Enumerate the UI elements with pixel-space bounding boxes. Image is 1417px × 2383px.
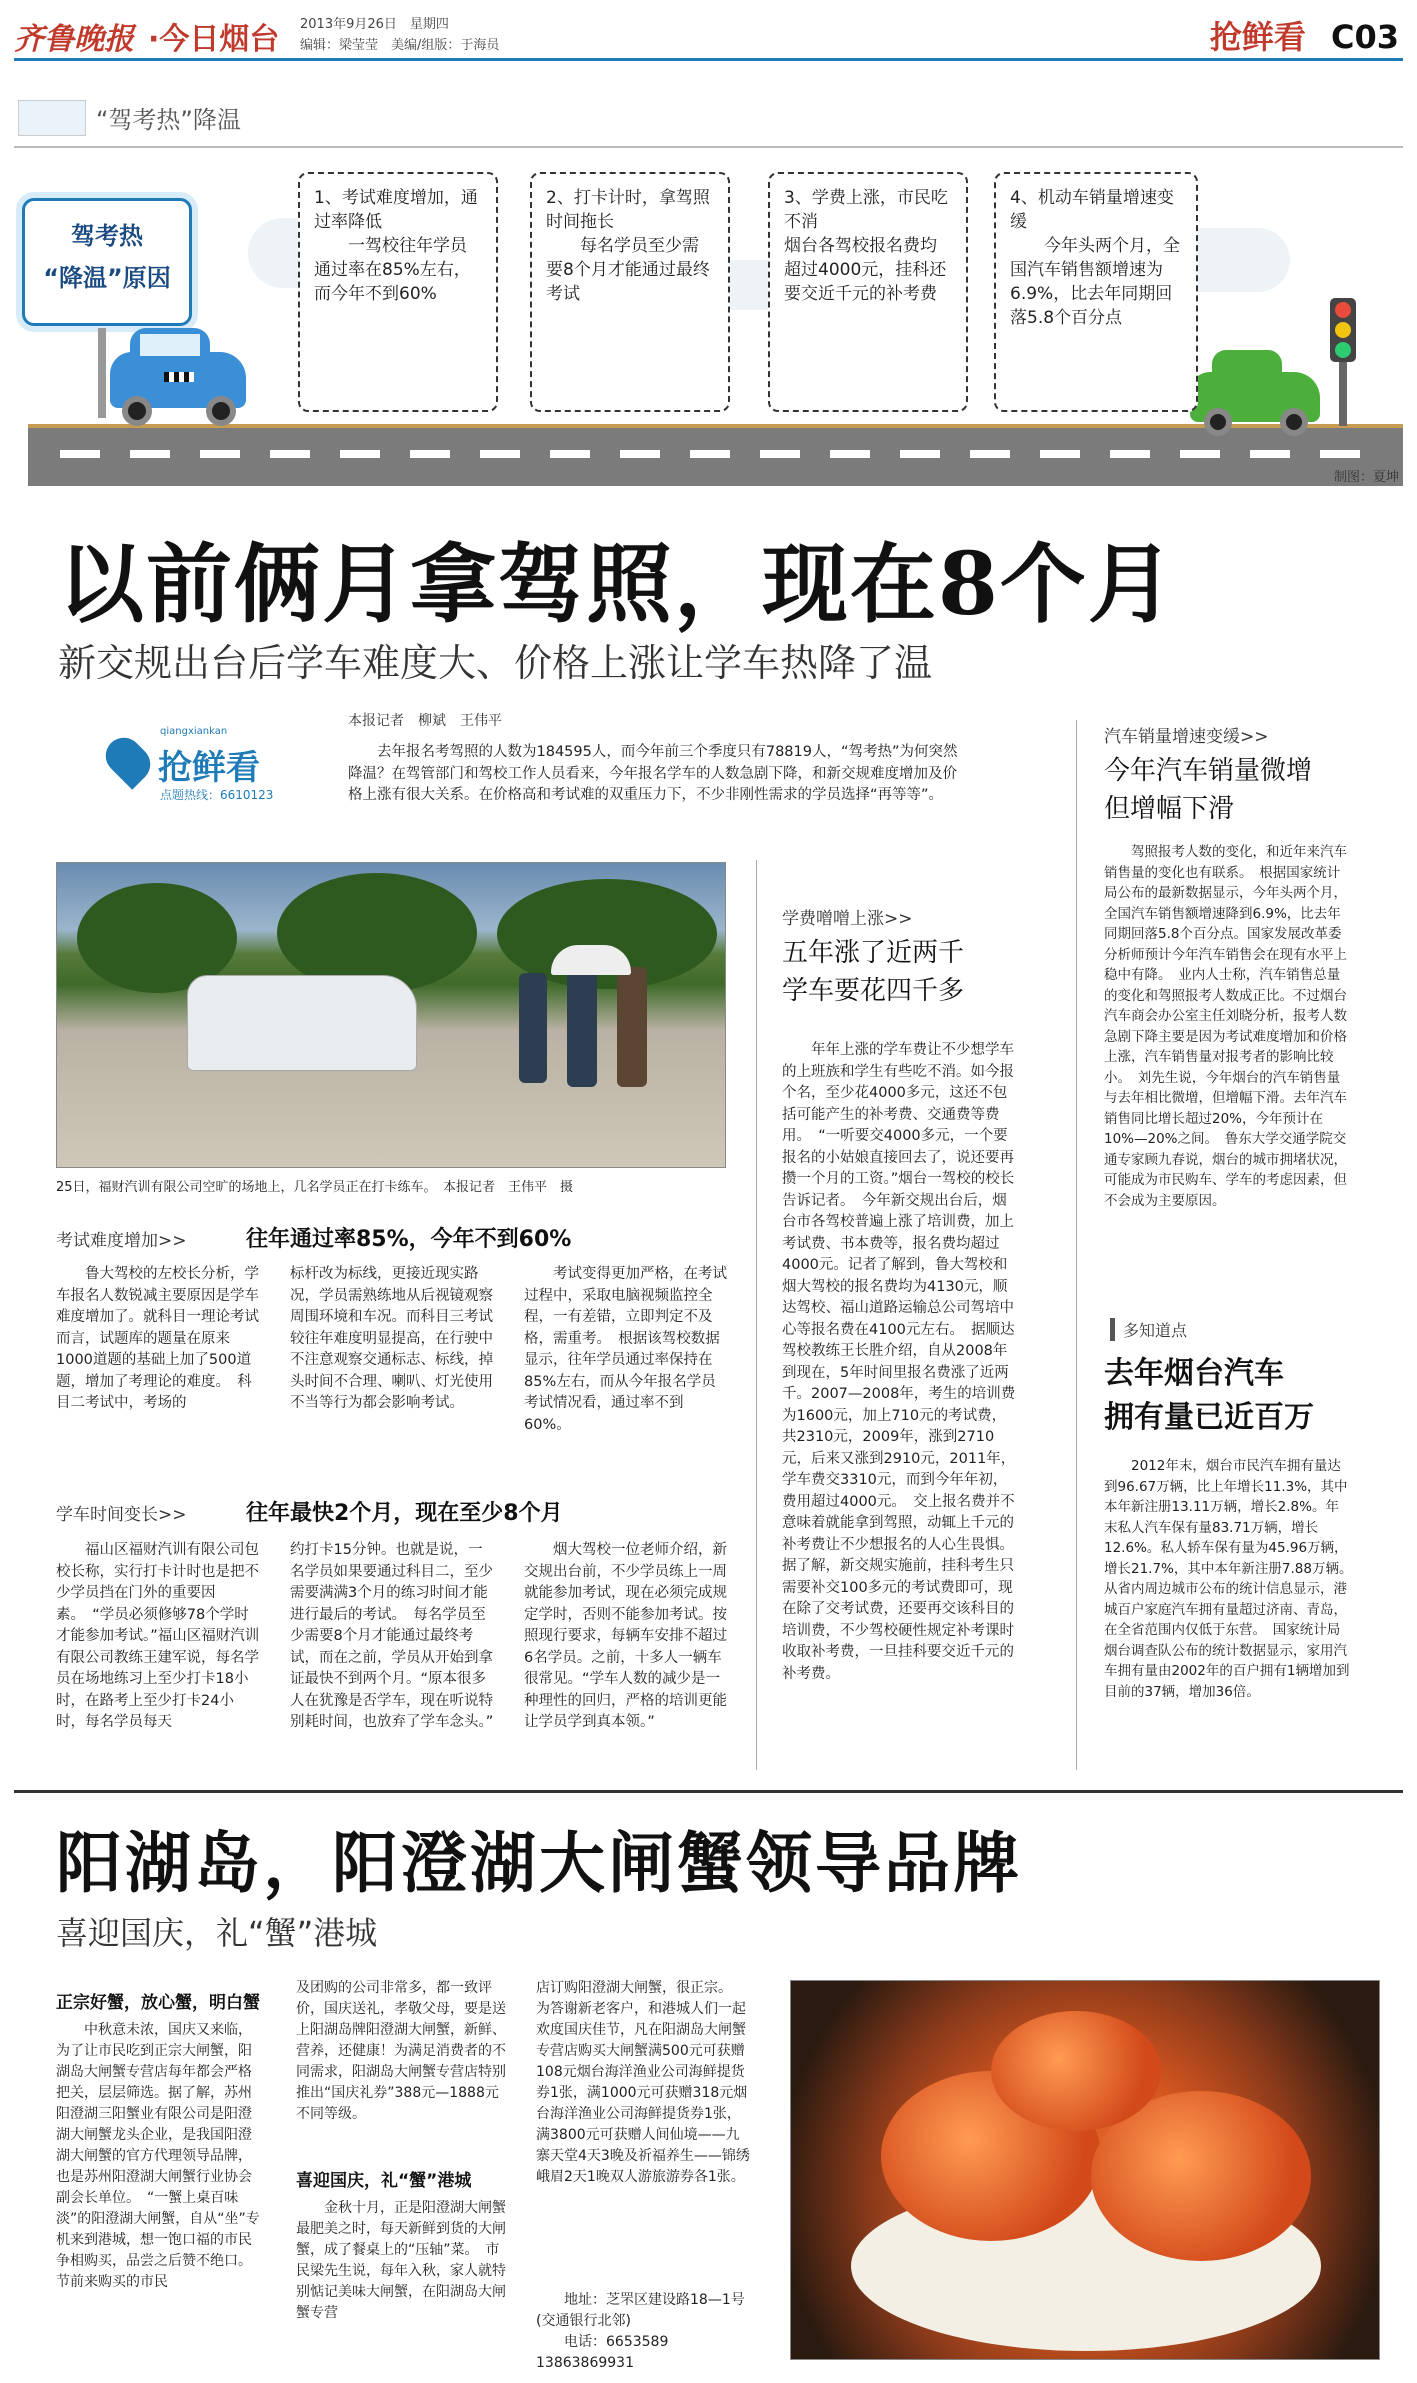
umbrella-icon (551, 945, 631, 975)
ad-headline: 阳湖岛，阳澄湖大闸蟹领导品牌 (56, 1824, 1022, 1902)
sign-line-1: 驾考热 (71, 222, 143, 250)
body-text: 及团购的公司非常多，都一致评价，国庆送礼，孝敬父母，要是送上阳湖岛牌阳澄湖大闸蟹，新鲜、营养，还健康！为满足消费者的不同需求，阳湖岛大闸蟹专营店特别推出“国庆礼券”388元—1888元不同等级。 (296, 1980, 506, 2122)
badge-name: 抢鲜看 (158, 748, 260, 788)
kicker-rule (14, 146, 1403, 148)
qiangxiankan-badge (110, 726, 326, 822)
info-sign (22, 198, 192, 326)
ad-address: 地址：芝罘区建设路18—1号(交通银行北邻) (536, 2292, 745, 2329)
section2-col1 (56, 1540, 262, 1734)
body-text: 鲁大驾校的左校长分析，学车报名人数锐减主要原因是学车难度增加了。就科目一理论考试而言，试题库的题量在原来1000道题的基础上加了500道题，增加了考理论的难度。 科目二考试中，考场的 (56, 1266, 259, 1411)
body-text: 年年上涨的学车费让不少想学车的上班族和学生有些吃不消。如今报个名，至少花4000多元，这还不包括可能产生的补考费、交通费等费用。 “一听要交4000多元，一个要报名的小姑娘直接回去了，说还要再攒一个月的工资。”烟台一驾校的校长告诉记者。 今年新交规出台后，烟台市各驾校普遍上涨了培训费，加上考试费、书本费等，报名费均超过4000元。记者了解到，鲁大驾校和烟大驾校的报名费均为4130元，顺达驾校、福山道路运输总公司驾培中心等报名费在4100元左右。 据顺达驾校教练王长胜介绍，自从2008年到现在，5年时间里报名费涨了近两千。2007—2008年，考生的培训费为1600元，加上710元的考试费，共2310元，2009年，涨到2710元，后来又涨到2910元，2011年，学车费交3310元，而到今年年初，费用超过4000元。 交上报名费并不意味着就能拿到驾照，动辄上千元的补考费让不少想报名的人心生畏惧。据了解，新交规实施前，挂科考生只需要补交100多元的考试费即可，现在除了交考试费，还要再交该科目的培训费，不少驾校硬性规定补考课时收取补考费，一旦挂科要交近千元的补考费。 (782, 1042, 1016, 1682)
road-lane-markings (60, 450, 1380, 458)
issue-date: 2013年9月26日 星期四 (300, 17, 449, 32)
title-line: 拥有量已近百万 (1104, 1400, 1314, 1435)
section3-body (782, 1040, 1020, 1685)
reason-bubble-3 (768, 172, 968, 412)
section1-title: 往年通过率85%，今年不到60% (246, 1227, 572, 1252)
wheel-icon (1204, 408, 1232, 436)
bubble-body: 今年头两个月，全国汽车销售额增速为6.9%，比去年同期回落5.8个百分点 (1010, 236, 1180, 328)
reason-bubble-1 (298, 172, 498, 412)
sidebar2-body (1104, 1456, 1360, 1702)
body-text: 店订购阳澄湖大闸蟹，很正宗。 为答谢新老客户，和港城人们一起欢度国庆佳节，凡在阳湖岛大闸蟹专营店购买大闸蟹满500元可获赠108元烟台海洋渔业公司海鲜提货券1张，满1000元可获赠318元烟台海洋渔业公司海鲜提货券1张，满3800元可获赠人间仙境——九寨天堂4天3晚及祈福养生——锦绣峨眉2天1晚双人游旅游券各1张。 (536, 1980, 750, 2185)
location-pin-icon (98, 730, 157, 789)
body-text: 考试变得更加严格，在考试过程中，采取电脑视频监控全程，一有差错，立即判定不及格，需重考。 根据该驾校数据显示，往年学员通过率保持在85%左右，而从今年报名学员考试情况看，通过率不到60%。 (524, 1266, 727, 1433)
column-divider (756, 860, 757, 1770)
sign-line-2: “降温”原因 (43, 264, 171, 292)
title-line: 今年汽车销量微增 (1104, 756, 1313, 786)
sidebar1-body (1104, 842, 1352, 1211)
sidebar2-tag: 多知道点 (1110, 1318, 1187, 1341)
ad-phone: 电话：6653589 13863869931 (536, 2334, 683, 2371)
bubble-title: 1、考试难度增加，通过率降低 (314, 188, 478, 232)
lead-paragraph (348, 742, 966, 807)
section1-col2 (290, 1264, 496, 1415)
title-line: 学车要花四千多 (782, 976, 965, 1006)
ad-col2b (296, 2198, 506, 2324)
section3-title (782, 934, 964, 1010)
body-text: 烟大驾校一位老师介绍，新交规出台前，不少学员练上一周就能参加考试，现在必须完成规定学时，否则不能参加考试。按照现行要求，每辆车安排不超过6名学员。之前，十多人一辆车很常见。“学车人数的减少是一种理性的回归，严格的培训更能让学员学到真本领。” (524, 1542, 727, 1730)
section1-col3 (524, 1264, 730, 1436)
section2-col3 (524, 1540, 730, 1734)
page-number: C03 (1330, 18, 1399, 56)
bubble-title: 2、打卡计时，拿驾照时间拖长 (546, 188, 710, 232)
kicker-decoration (18, 100, 86, 136)
crab-photo (790, 1980, 1380, 2360)
bubble-title: 3、学费上涨，市民吃不消 (784, 188, 948, 232)
editor-credits: 编辑：梁莹莹 美编/组版：于海员 (300, 38, 500, 53)
graphic-credit: 制图：夏坤 (1333, 470, 1399, 485)
page-header-right (1210, 12, 1399, 58)
section1-col1 (56, 1264, 262, 1415)
photo-caption: 25日，福财汽训有限公司空旷的场地上，几名学员正在打卡练车。 本报记者 王伟平 摄 (56, 1180, 574, 1195)
lead-text: 去年报名考驾照的人数为184595人，而今年前三个季度只有78819人，“驾考热”为何突然降温？在驾管部门和驾校工作人员看来，今年报名学车的人数急剧下降，和新交规难度增加及价格上涨有很大关系。在价格高和考试难的双重压力下，不少非刚性需求的学员选择“再等等”。 (348, 744, 958, 803)
reason-bubble-2 (530, 172, 730, 412)
body-text: 金秋十月，正是阳澄湖大闸蟹最肥美之时，每天新鲜到货的大闸蟹，成了餐桌上的“压轴”菜。 市民梁先生说，每年入秋，家人就特别惦记美味大闸蟹，在阳湖岛大闸蟹专营 (296, 2200, 506, 2321)
sidebar2-title (1104, 1352, 1314, 1440)
taxi-window (140, 334, 200, 356)
badge-hotline: 点题热线：6610123 (160, 788, 274, 802)
sidebar1-title (1104, 752, 1312, 828)
section-divider (14, 1790, 1403, 1793)
student-figure (567, 969, 597, 1087)
section2-col2 (290, 1540, 496, 1734)
body-text: 标杆改为标线，更接近现实路况，学员需熟练地从后视镜观察周围环境和车况。而科目三考试较往年难度明显提高，在行驶中不注意观察交通标志、标线，掉头时间不合理、喇叭、灯光使用不当等行为都会影响考试。 (290, 1266, 493, 1411)
byline: 本报记者 柳斌 王伟平 (348, 713, 502, 729)
section1-tag: 考试难度增加>> (56, 1231, 187, 1251)
masthead-rule (14, 58, 1403, 61)
ad-col2-title: 喜迎国庆，礼“蟹”港城 (296, 2171, 472, 2191)
taxi-checker (164, 372, 194, 382)
wheel-icon (1280, 408, 1308, 436)
ad-subhead: 喜迎国庆，礼“蟹”港城 (56, 1914, 378, 1952)
training-car (187, 975, 417, 1071)
body-text: 中秋意未浓，国庆又来临，为了让市民吃到正宗大闸蟹，阳湖岛大闸蟹专营店每年都会严格把关，层层筛选。据了解，苏州阳澄湖三阳蟹业有限公司是阳澄湖大闸蟹龙头企业，是我国阳澄湖大闸蟹的官方代理领导品牌，也是苏州阳澄湖大闸蟹行业协会副会长单位。 “一蟹上桌百味淡”的阳澄湖大闸蟹，自从“坐”专机来到港城，想一饱口福的市民争相购买，品尝之后赞不绝口。节前来购买的市民 (56, 2022, 260, 2290)
car-roof (1212, 350, 1282, 380)
student-figure (519, 973, 547, 1083)
ad-contact (536, 2290, 750, 2374)
news-photo (56, 862, 726, 1168)
sidebar1-tag: 汽车销量增速变缓>> (1104, 727, 1269, 747)
kicker-title: “驾考热”降温 (96, 106, 241, 134)
body-text: 驾照报考人数的变化，和近年来汽车销售量的变化也有联系。 根据国家统计局公布的最新数据显示，今年头两个月，全国汽车销售额增速降到6.9%，比去年同期回落5.8个百分点。国家发展改革委分析师预计今年汽车销售会在现有水平上稳中有降。 业内人士称，汽车销售总量的变化和驾照报考人数成正比。不过烟台汽车商会办公室主任刘晓分析，报考人数急剧下降主要是因为考试难度增加和价格上涨，汽车销售量对报考者的影响比较小。 刘先生说，今年烟台的汽车销售量与去年相比微增，但增幅下滑。去年汽车销售同比增长超过20%，今年预计在10%—20%之间。 鲁东大学交通学院交通专家顾九春说，烟台的城市拥堵状况，可能成为市民购车、学车的考虑因素，但不会成为主要原因。 (1104, 844, 1347, 1209)
sidebar-divider (1076, 720, 1077, 1770)
section-name: ·今日烟台 (148, 22, 280, 57)
wheel-icon (206, 396, 236, 426)
ad-col2a (296, 1978, 506, 2125)
main-subhead: 新交规出台后学车难度大、价格上涨让学车热降了温 (58, 641, 933, 685)
title-line: 去年烟台汽车 (1104, 1356, 1284, 1391)
wheel-icon (122, 396, 152, 426)
body-text: 约打卡15分钟。也就是说，一名学员如果要通过科目二，至少需要满满3个月的练习时间才能进行最后的考试。 每名学员至少需要8个月才能通过最终考试，而在之前，学员从开始到拿证最快不到两个月。“原本很多人在犹豫是否学车，现在听说特别耗时间，也放弃了学车念头。” (290, 1542, 494, 1730)
title-line: 五年涨了近两千 (782, 938, 965, 968)
bubble-body: 一驾校往年学员通过率在85%左右，而今年不到60% (314, 236, 471, 304)
section3-tag: 学费噌噌上涨>> (782, 909, 913, 929)
main-headline: 以前俩月拿驾照，现在8个月 (58, 534, 1176, 635)
page-tag: 抢鲜看 (1209, 18, 1306, 56)
badge-pinyin: qiangxiankan (160, 726, 228, 737)
issue-meta (300, 14, 499, 56)
student-figure (617, 967, 647, 1087)
crab-shape (991, 2011, 1161, 2131)
reason-bubble-4 (994, 172, 1198, 412)
title-line: 但增幅下滑 (1104, 794, 1235, 824)
ad-col1-title: 正宗好蟹，放心蟹，明白蟹 (56, 1993, 260, 2013)
section2-title: 往年最快2个月，现在至少8个月 (246, 1501, 563, 1526)
body-text: 福山区福财汽训有限公司包校长称，实行打卡计时也是把不少学员挡在门外的重要因素。 “学员必须修够78个学时才能参加考试。”福山区福财汽训有限公司教练王建军说，每名学员在场地练习上至少打卡18小时，在路考上至少打卡24小时，每名学员每天 (56, 1542, 260, 1730)
traffic-light-pole (1339, 362, 1347, 426)
ad-col1 (56, 2020, 262, 2293)
newspaper-logo: 齐鲁晚报 (14, 22, 134, 57)
body-text: 2012年末，烟台市民汽车拥有量达到96.67万辆，比上年增长11.3%，其中本年新注册13.11万辆，增长2.8%。年末私人汽车保有量83.71万辆，增长12.6%。私人轿车保有量为45.96万辆，增长21.7%，其中本年新注册7.88万辆。 从省内周边城市公布的统计信息显示，港城百户家庭汽车拥有量超过济南、青岛，在全省范围内仅低于东营。 国家统计局烟台调查队公布的统计数据显示，家用汽车拥有量由2002年的百户拥有1辆增加到目前的37辆，增加36倍。 (1104, 1458, 1360, 1700)
ad-col3 (536, 1978, 750, 2188)
bubble-body: 烟台各驾校报名费均超过4000元，挂科还要交近千元的补考费 (784, 236, 947, 304)
bubble-title: 4、机动车销量增速变缓 (1010, 188, 1174, 232)
sign-post (98, 328, 106, 418)
section2-tag: 学车时间变长>> (56, 1505, 187, 1525)
traffic-light-icon (1330, 298, 1356, 362)
bubble-body: 每名学员至少需要8个月才能通过最终考试 (546, 236, 710, 304)
